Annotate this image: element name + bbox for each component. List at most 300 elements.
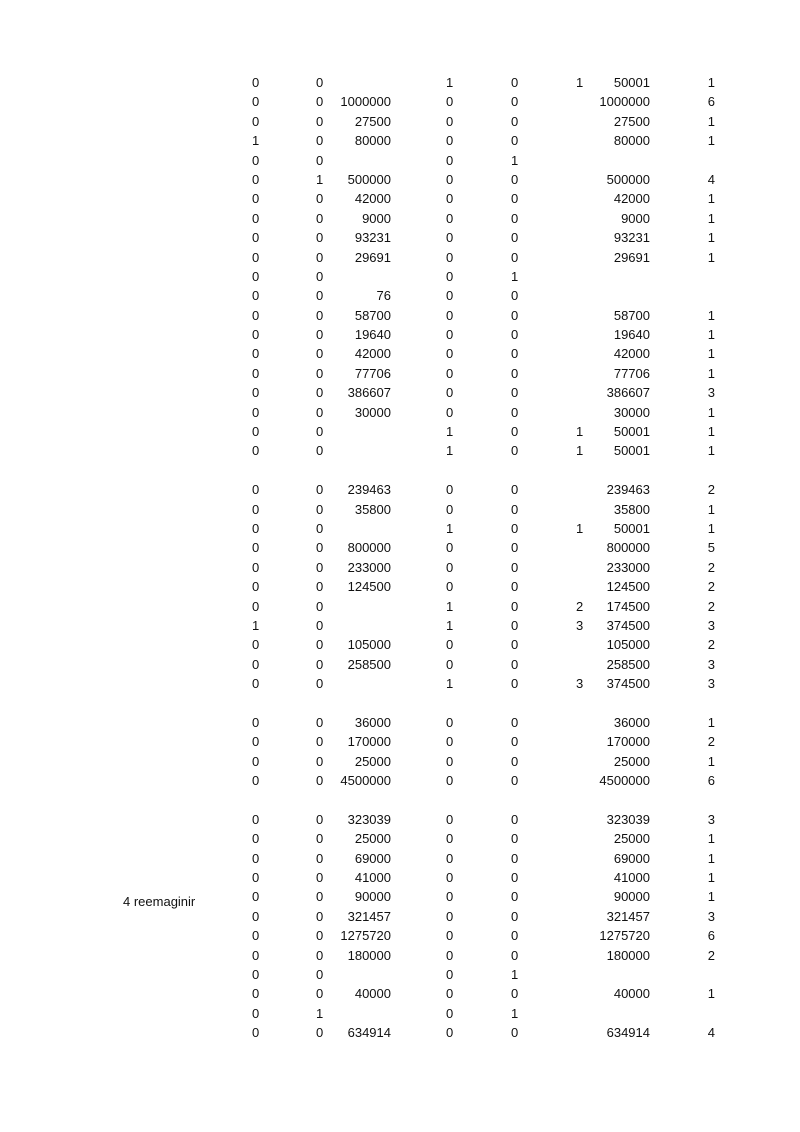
table-cell-col-6: 323039 [606,811,650,827]
table-cell-col-4: 0 [511,773,519,789]
table-cell-col-2: 1275720 [340,928,391,944]
table-cell-col-3: 1 [446,443,454,459]
table-row [0,344,800,363]
table-cell-col-2: 25000 [354,753,391,769]
table-cell-col-0: 0 [252,598,260,614]
table-cell-col-4: 0 [511,365,519,381]
table-row [0,480,800,499]
table-cell-col-7: 2 [707,947,715,963]
table-row [0,500,800,519]
table-cell-col-6: 1275720 [599,928,650,944]
table-cell-col-4: 0 [511,889,519,905]
table-cell-col-7: 1 [707,870,715,886]
table-cell-col-3: 0 [446,986,454,1002]
table-cell-col-3: 0 [446,94,454,110]
table-cell-col-1: 0 [316,307,324,323]
table-cell-col-6: 93231 [613,230,650,246]
table-cell-col-3: 0 [446,191,454,207]
table-cell-col-1: 0 [316,268,324,284]
table-cell-col-4: 0 [511,288,519,304]
table-cell-col-0: 0 [252,520,260,536]
table-cell-col-0: 0 [252,811,260,827]
table-cell-col-0: 0 [252,249,260,265]
table-cell-col-0: 0 [252,94,260,110]
table-cell-col-0: 0 [252,75,260,90]
table-cell-col-3: 0 [446,346,454,362]
table-cell-col-7: 1 [707,850,715,866]
table-cell-col-3: 0 [446,714,454,730]
table-cell-col-4: 0 [511,656,519,672]
table-cell-col-5: 2 [576,598,584,614]
table-cell-col-4: 0 [511,443,519,459]
table-cell-col-1: 0 [316,152,324,168]
table-row [0,151,800,170]
table-cell-col-0: 0 [252,171,260,187]
table-cell-col-1: 0 [316,889,324,905]
table-cell-col-4: 0 [511,617,519,633]
table-cell-col-6: 170000 [606,734,650,750]
table-row [0,597,800,616]
table-cell-col-3: 1 [446,75,454,90]
table-cell-col-6: 35800 [613,501,650,517]
table-cell-col-2: 1000000 [340,94,391,110]
table-cell-col-4: 0 [511,928,519,944]
table-cell-col-6: 4500000 [599,773,650,789]
table-cell-col-1: 0 [316,365,324,381]
table-cell-col-3: 0 [446,385,454,401]
table-cell-col-0: 0 [252,928,260,944]
table-cell-col-3: 0 [446,210,454,226]
table-cell-col-4: 0 [511,714,519,730]
table-cell-col-6: 634914 [606,1025,650,1041]
table-cell-col-0: 0 [252,268,260,284]
table-cell-col-1: 0 [316,133,324,149]
table-row [0,577,800,596]
table-cell-col-4: 0 [511,520,519,536]
table-row [0,946,800,965]
table-cell-col-1: 0 [316,579,324,595]
table-cell-col-3: 0 [446,501,454,517]
table-cell-col-1: 0 [316,501,324,517]
table-cell-col-3: 0 [446,773,454,789]
table-cell-col-5: 1 [576,424,584,440]
table-cell-col-2: 69000 [354,850,391,866]
table-cell-col-4: 0 [511,230,519,246]
table-cell-col-7: 1 [707,365,715,381]
table-cell-col-1: 0 [316,714,324,730]
table-row [0,189,800,208]
table-cell-col-0: 0 [252,870,260,886]
table-cell-col-2: 42000 [354,191,391,207]
table-cell-col-4: 0 [511,947,519,963]
table-cell-col-6: 50001 [613,443,650,459]
table-cell-col-0: 0 [252,773,260,789]
table-cell-col-3: 0 [446,928,454,944]
table-cell-col-1: 0 [316,1025,324,1041]
table-cell-col-3: 0 [446,171,454,187]
table-cell-col-3: 0 [446,1005,454,1021]
table-cell-col-0: 0 [252,637,260,653]
table-cell-col-0: 0 [252,908,260,924]
table-cell-col-2: 9000 [362,210,391,226]
table-cell-col-2: 258500 [347,656,391,672]
table-cell-col-7: 2 [707,559,715,575]
table-cell-col-6: 50001 [613,520,650,536]
table-cell-col-1: 0 [316,773,324,789]
table-cell-col-4: 0 [511,831,519,847]
table-cell-col-6: 27500 [613,113,650,129]
table-cell-col-7: 1 [707,889,715,905]
table-cell-col-3: 0 [446,889,454,905]
table-cell-col-7: 6 [707,94,715,110]
table-cell-col-2: 58700 [354,307,391,323]
table-cell-col-7: 2 [707,579,715,595]
table-row [0,209,800,228]
table-cell-col-4: 1 [511,268,519,284]
table-cell-col-1: 0 [316,424,324,440]
table-cell-col-4: 0 [511,171,519,187]
table-cell-col-1: 0 [316,191,324,207]
table-row [0,616,800,635]
table-cell-col-1: 0 [316,637,324,653]
table-cell-col-2: 500000 [347,171,391,187]
table-cell-col-6: 80000 [613,133,650,149]
table-cell-col-2: 30000 [354,404,391,420]
table-cell-col-3: 1 [446,424,454,440]
table-cell-col-6: 180000 [606,947,650,963]
table-cell-col-3: 0 [446,579,454,595]
table-cell-col-6: 36000 [613,714,650,730]
table-cell-col-2: 40000 [354,986,391,1002]
table-cell-col-3: 1 [446,520,454,536]
table-cell-col-1: 0 [316,113,324,129]
table-cell-col-2: 239463 [347,482,391,498]
table-row [0,810,800,829]
table-cell-col-1: 0 [316,288,324,304]
table-cell-col-6: 105000 [606,637,650,653]
table-cell-col-0: 0 [252,579,260,595]
table-row [0,771,800,790]
table-cell-col-2: 77706 [354,365,391,381]
table-row [0,422,800,441]
table-cell-col-5: 1 [576,443,584,459]
table-cell-col-2: 19640 [354,327,391,343]
table-cell-col-6: 374500 [606,617,650,633]
table-cell-col-0: 0 [252,559,260,575]
table-cell-col-7: 1 [707,753,715,769]
table-row [0,849,800,868]
table-cell-col-0: 0 [252,404,260,420]
table-cell-col-0: 0 [252,346,260,362]
table-cell-col-3: 0 [446,268,454,284]
table-row [0,1004,800,1023]
table-cell-col-1: 0 [316,249,324,265]
table-cell-col-1: 0 [316,75,324,90]
table-cell-col-3: 0 [446,947,454,963]
table-cell-col-6: 233000 [606,559,650,575]
table-cell-col-4: 0 [511,424,519,440]
table-cell-col-7: 3 [707,656,715,672]
table-cell-col-0: 0 [252,831,260,847]
table-cell-col-0: 0 [252,656,260,672]
table-cell-col-4: 0 [511,249,519,265]
table-cell-col-1: 0 [316,540,324,556]
table-row [0,131,800,150]
table-cell-col-2: 27500 [354,113,391,129]
table-cell-col-7: 3 [707,385,715,401]
table-cell-col-6: 1000000 [599,94,650,110]
table-row [0,907,800,926]
table-cell-col-0: 0 [252,113,260,129]
table-cell-col-4: 1 [511,152,519,168]
table-row [0,248,800,267]
table-cell-col-5: 1 [576,520,584,536]
table-row [0,228,800,247]
table-cell-col-2: 321457 [347,908,391,924]
table-cell-col-7: 1 [707,230,715,246]
table-cell-col-2: 25000 [354,831,391,847]
table-cell-col-2: 35800 [354,501,391,517]
table-cell-col-1: 0 [316,908,324,924]
table-cell-col-7: 1 [707,831,715,847]
table-cell-col-3: 0 [446,288,454,304]
table-cell-col-0: 0 [252,327,260,343]
table-cell-col-0: 0 [252,753,260,769]
table-row [0,868,800,887]
table-row [0,1023,800,1042]
table-cell-col-4: 0 [511,191,519,207]
table-cell-col-7: 6 [707,928,715,944]
table-cell-col-3: 0 [446,850,454,866]
table-cell-col-1: 0 [316,850,324,866]
table-cell-col-4: 0 [511,75,519,90]
table-cell-col-3: 1 [446,598,454,614]
table-cell-col-1: 1 [316,171,324,187]
table-cell-col-7: 6 [707,773,715,789]
table-cell-col-2: 180000 [347,947,391,963]
table-cell-col-6: 40000 [613,986,650,1002]
table-cell-col-4: 0 [511,94,519,110]
table-cell-col-7: 1 [707,501,715,517]
table-cell-col-7: 2 [707,637,715,653]
table-cell-col-1: 0 [316,753,324,769]
table-row [0,73,800,92]
table-cell-col-0: 0 [252,714,260,730]
table-cell-col-3: 1 [446,617,454,633]
table-cell-col-0: 0 [252,307,260,323]
table-cell-col-2: 124500 [347,579,391,595]
table-cell-col-4: 0 [511,307,519,323]
table-cell-col-0: 0 [252,540,260,556]
table-cell-col-1: 0 [316,210,324,226]
table-cell-col-4: 0 [511,598,519,614]
table-cell-col-0: 0 [252,424,260,440]
table-cell-col-4: 0 [511,637,519,653]
table-cell-col-0: 1 [252,133,260,149]
table-row [0,286,800,305]
table-cell-col-6: 77706 [613,365,650,381]
table-cell-col-3: 0 [446,966,454,982]
table-cell-col-1: 0 [316,734,324,750]
table-cell-col-3: 1 [446,676,454,692]
table-cell-col-7: 2 [707,734,715,750]
table-cell-col-7: 1 [707,714,715,730]
table-cell-col-4: 0 [511,1025,519,1041]
table-cell-col-3: 0 [446,559,454,575]
table-cell-col-4: 0 [511,501,519,517]
table-cell-col-6: 374500 [606,676,650,692]
table-cell-col-4: 0 [511,133,519,149]
table-cell-col-0: 0 [252,443,260,459]
table-cell-col-0: 1 [252,617,260,633]
table-cell-col-1: 0 [316,385,324,401]
table-cell-col-7: 1 [707,986,715,1002]
table-cell-col-7: 1 [707,249,715,265]
table-cell-col-2: 170000 [347,734,391,750]
table-cell-col-1: 0 [316,831,324,847]
table-cell-col-2: 233000 [347,559,391,575]
table-cell-col-3: 0 [446,230,454,246]
table-cell-col-1: 0 [316,870,324,886]
table-cell-col-1: 0 [316,966,324,982]
table-cell-col-7: 3 [707,908,715,924]
table-cell-col-0: 0 [252,966,260,982]
table-cell-col-1: 0 [316,482,324,498]
side-label: 4 reemaginir [123,894,196,909]
blank-row [0,790,800,809]
table-cell-col-3: 0 [446,365,454,381]
table-cell-col-4: 0 [511,986,519,1002]
table-cell-col-6: 124500 [606,579,650,595]
table-row [0,887,800,906]
table-cell-col-7: 1 [707,404,715,420]
table-cell-col-6: 90000 [613,889,650,905]
table-cell-col-7: 1 [707,75,715,90]
blank-row [0,694,800,713]
blank-row [0,461,800,480]
table-cell-col-5: 3 [576,617,584,633]
table-cell-col-0: 0 [252,1005,260,1021]
table-cell-col-7: 5 [707,540,715,556]
table-cell-col-3: 0 [446,637,454,653]
table-cell-col-7: 1 [707,346,715,362]
table-row [0,984,800,1003]
table-cell-col-3: 0 [446,870,454,886]
table-cell-col-6: 50001 [613,424,650,440]
table-row [0,965,800,984]
table-cell-col-4: 0 [511,385,519,401]
table-cell-col-3: 0 [446,133,454,149]
table-cell-col-3: 0 [446,831,454,847]
table-cell-col-7: 1 [707,327,715,343]
table-cell-col-2: 80000 [354,133,391,149]
table-cell-col-2: 90000 [354,889,391,905]
table-cell-col-7: 2 [707,482,715,498]
table-cell-col-4: 0 [511,579,519,595]
table-cell-col-7: 3 [707,811,715,827]
table-cell-col-7: 1 [707,113,715,129]
table-cell-col-1: 0 [316,404,324,420]
table-cell-col-0: 0 [252,385,260,401]
table-cell-col-6: 174500 [606,598,650,614]
table-cell-col-1: 0 [316,617,324,633]
table-cell-col-2: 76 [376,288,391,304]
table-cell-col-3: 0 [446,113,454,129]
table-cell-col-0: 0 [252,501,260,517]
table-cell-col-4: 0 [511,676,519,692]
table-cell-col-6: 29691 [613,249,650,265]
table-cell-col-0: 0 [252,210,260,226]
table-cell-col-7: 1 [707,520,715,536]
table-cell-col-4: 0 [511,870,519,886]
table-cell-col-2: 93231 [354,230,391,246]
table-cell-col-2: 386607 [347,385,391,401]
table-cell-col-2: 634914 [347,1025,391,1041]
table-row [0,364,800,383]
table-row [0,92,800,111]
table-cell-col-6: 25000 [613,831,650,847]
table-row [0,674,800,693]
table-cell-col-3: 0 [446,811,454,827]
table-cell-col-4: 0 [511,811,519,827]
spreadsheet-grid [0,73,800,1043]
table-cell-col-6: 800000 [606,540,650,556]
table-cell-col-3: 0 [446,908,454,924]
table-cell-col-4: 0 [511,753,519,769]
table-cell-col-3: 0 [446,404,454,420]
table-row [0,538,800,557]
table-cell-col-3: 0 [446,307,454,323]
table-cell-col-2: 4500000 [340,773,391,789]
table-cell-col-7: 3 [707,676,715,692]
table-row [0,926,800,945]
table-cell-col-1: 0 [316,811,324,827]
table-cell-col-7: 1 [707,443,715,459]
table-cell-col-1: 0 [316,443,324,459]
table-cell-col-7: 2 [707,598,715,614]
table-cell-col-3: 0 [446,1025,454,1041]
table-cell-col-0: 0 [252,152,260,168]
table-cell-col-4: 1 [511,1005,519,1021]
table-row [0,170,800,189]
table-cell-col-6: 58700 [613,307,650,323]
table-cell-col-0: 0 [252,230,260,246]
table-row [0,752,800,771]
table-cell-col-7: 1 [707,424,715,440]
table-cell-col-0: 0 [252,676,260,692]
table-cell-col-1: 0 [316,676,324,692]
table-cell-col-4: 0 [511,210,519,226]
table-cell-col-3: 0 [446,540,454,556]
table-cell-col-2: 42000 [354,346,391,362]
table-cell-col-6: 9000 [621,210,650,226]
table-cell-col-1: 0 [316,559,324,575]
table-cell-col-7: 4 [707,1025,715,1041]
table-row [0,325,800,344]
table-cell-col-6: 25000 [613,753,650,769]
table-cell-col-2: 29691 [354,249,391,265]
table-cell-col-3: 0 [446,249,454,265]
table-cell-col-1: 1 [316,1005,324,1021]
table-cell-col-1: 0 [316,928,324,944]
table-cell-col-0: 0 [252,947,260,963]
table-cell-col-0: 0 [252,1025,260,1041]
table-row [0,732,800,751]
table-cell-col-3: 0 [446,327,454,343]
table-cell-col-7: 1 [707,210,715,226]
table-cell-col-4: 0 [511,734,519,750]
table-cell-col-1: 0 [316,598,324,614]
